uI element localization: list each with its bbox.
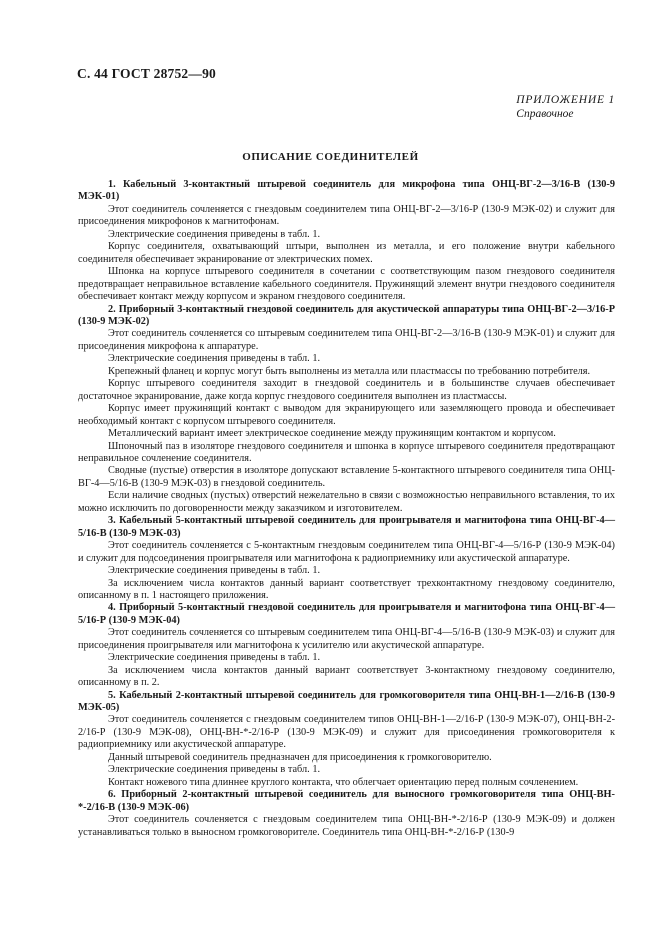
page-header: С. 44 ГОСТ 28752—90: [77, 66, 216, 81]
body-paragraph: Корпус имеет пружинящий контакт с выводом для экранирующего или заземляющего провода и обеспечивает необходимый контакт с корпусом штыревого соединителя.: [78, 403, 615, 427]
appendix-title: ПРИЛОЖЕНИЕ 1: [516, 94, 615, 106]
body-paragraph: Корпус штыревого соединителя заходит в гнездовой соединитель и в большинстве случаев обеспечивает достаточное экранирование, даже когда корпус гнездового соединителя выполнен из пластмассы.: [78, 378, 615, 402]
section-heading: 6. Приборный 2-контактный штыревой соединитель для выносного громкоговорителя типа ОНЦ-ВН-*-2/16-В (130-9 МЭК-06): [78, 789, 615, 813]
section-heading: 4. Приборный 5-контактный гнездовой соединитель для проигрывателя и магнитофона типа ОНЦ-ВГ-4—5/16-Р (130-9 МЭК-04): [78, 602, 615, 626]
body-paragraph: Этот соединитель сочленяется с гнездовым соединителем типов ОНЦ-ВН-1—2/16-Р (130-9 МЭК-07), ОНЦ-ВН-2-2/16-Р (130-9 МЭК-08), ОНЦ-ВН-*-2/16-Р (130-9 МЭК-09) и служит для присоединения громкоговорителя к радиоприемнику или акустической аппаратуре.: [78, 714, 615, 751]
body-paragraph: Шпонка на корпусе штыревого соединителя в сочетании с соответствующим пазом гнездового соединителя предотвращает неправильное вставление кабельного соединителя. Пружинящий элемент внутри гнездового соединителя обеспечивает контакт между корпусом и экраном гнездового соединителя.: [78, 266, 615, 303]
section-heading: 3. Кабельный 5-контактный штыревой соединитель для проигрывателя и магнитофона типа ОНЦ-ВГ-4—5/16-В (130-9 МЭК-03): [78, 515, 615, 539]
body-paragraph: За исключением числа контактов данный вариант соответствует трехконтактному гнездовому соединителю, описанному в п. 1 настоящего приложения.: [78, 577, 615, 601]
body-paragraph: Контакт ножевого типа длиннее круглого контакта, что облегчает ориентацию перед полным сочленением.: [108, 776, 579, 788]
body-paragraph: Шпоночный паз в изоляторе гнездового соединителя и шпонка в корпусе штыревого соединителя предотвращают неправильное сочленение соединителя.: [78, 440, 615, 464]
body-paragraph: Металлический вариант имеет электрическое соединение между пружинящим контактом и корпусом.: [108, 428, 556, 440]
section-heading: 2. Приборный 3-контактный гнездовой соединитель для акустической аппаратуры типа ОНЦ-ВГ-2—3/16-Р (130-9 МЭК-02): [78, 303, 615, 327]
appendix-label: [516, 93, 615, 121]
body-paragraph: За исключением числа контактов данный вариант соответствует 3-контактному гнездовому соединителю, описанному в п. 2.: [78, 664, 615, 689]
body-paragraph: Электрические соединения приведены в табл. 1.: [108, 228, 321, 240]
body-paragraph: Если наличие сводных (пустых) отверстий нежелательно в связи с возможностью неправильного вставления, то их можно исключить по договоренности между заказчиком и изготовителем.: [78, 490, 615, 514]
body-paragraph: Электрические соединения приведены в табл. 1.: [108, 565, 321, 577]
body-paragraph: Электрические соединения приведены в табл. 1.: [108, 764, 321, 776]
body-paragraph: Этот соединитель сочленяется с гнездовым соединителем типа ОНЦ-ВГ-2—3/16-Р (130-9 МЭК-02) и служит для присоединения микрофонов к магнитофонам.: [78, 203, 615, 228]
body-paragraph: Сводные (пустые) отверстия в изоляторе допускают вставление 5-контактного штыревого соединителя типа ОНЦ-ВГ-4—5/16-В (130-9 МЭК-03) в гнездовой соединитель.: [78, 465, 615, 489]
body-paragraph: Крепежный фланец и корпус могут быть выполнены из металла или пластмассы по требованию потребителя.: [108, 365, 591, 377]
section-heading: 5. Кабельный 2-контактный штыревой соединитель для громкоговорителя типа ОНЦ-ВН-1—2/16-В (130-9 МЭК-05): [78, 689, 615, 714]
document-title: ОПИСАНИЕ СОЕДИНИТЕЛЕЙ: [242, 151, 419, 163]
section-heading: 1. Кабельный 3-контактный штыревой соединитель для микрофона типа ОНЦ-ВГ-2—3/16-В (130-9 МЭК-01): [78, 179, 615, 203]
body-paragraph: Электрические соединения приведены в табл. 1.: [108, 652, 321, 664]
body-paragraph: Этот соединитель сочленяется с 5-контактным гнездовым соединителем типа ОНЦ-ВГ-4—5/16-Р (130-9 МЭК-04) и служит для подсоединения проигрывателя или магнитофона к радиоприемнику или акустической аппаратуре.: [78, 540, 615, 564]
appendix-subtitle: Справочное: [516, 108, 574, 120]
body-paragraph: Этот соединитель сочленяется со штыревым соединителем типа ОНЦ-ВГ-4—5/16-В (130-9 МЭК-03) и служит для присоединения проигрывателя или магнитофона к усилителю или акустической аппаратуре.: [78, 627, 615, 651]
body-paragraph: Этот соединитель сочленяется с гнездовым соединителем типа ОНЦ-ВН-*-2/16-Р (130-9 МЭК-09) и должен устанавливаться только в выносном громкоговорителе. Соединитель типа ОНЦ-ВН-*-2/16-Р (130-9: [78, 814, 615, 838]
body-paragraph: Корпус соединителя, охватывающий штыри, выполнен из металла, и его положение внутри кабельного соединителя обеспечивает экранирование от электрических помех.: [78, 241, 615, 265]
body-paragraph: Этот соединитель сочленяется со штыревым соединителем типа ОНЦ-ВГ-2—3/16-В (130-9 МЭК-01) и служит для присоединения микрофона к аппаратуре.: [78, 328, 615, 352]
body-paragraph: Электрические соединения приведены в табл. 1.: [108, 353, 321, 365]
document-body: [78, 179, 615, 839]
body-paragraph: Данный штыревой соединитель предназначен для присоединения к громкоговорителю.: [108, 751, 492, 763]
